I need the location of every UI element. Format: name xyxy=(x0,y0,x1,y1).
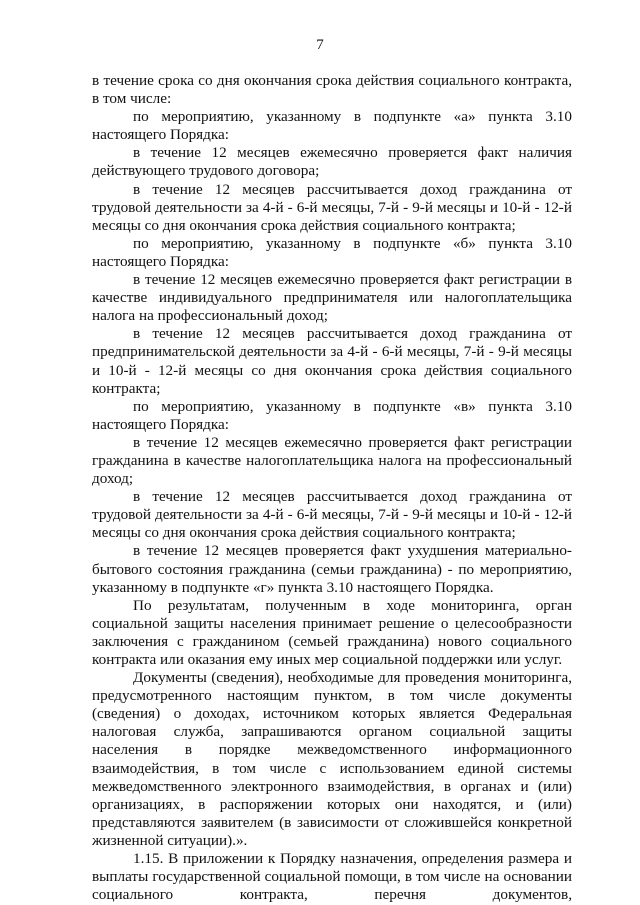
document-body xyxy=(92,72,572,904)
paragraph-10: в течение 12 месяцев рассчитывается доход гражданина от трудовой деятельности за 4-й - 6-й месяцы, 7-й - 9-й месяцы и 10-й - 12-й месяцы со дня окончания срока действия социального контракта; xyxy=(92,488,572,542)
paragraph-3: в течение 12 месяцев ежемесячно проверяется факт наличия действующего трудового договора; xyxy=(92,144,572,180)
paragraph-13: Документы (сведения), необходимые для проведения мониторинга, предусмотренного настоящим пунктом, в том числе документы (сведения) о доходах, источником которых является Федеральная налоговая служба, запрашиваются органом социальной защиты населения в порядке межведомственного информационного взаимодействия, в том числе с использованием единой системы межведомственного электронного взаимодействия, в органах и (или) организациях, в распоряжении которых они находятся, и (или) представляются заявителем (в зависимости от сложившейся конкретной жизненной ситуации).». xyxy=(92,669,572,849)
paragraph-8: по мероприятию, указанному в подпункте «в» пункта 3.10 настоящего Порядка: xyxy=(92,397,572,433)
paragraph-4: в течение 12 месяцев рассчитывается доход гражданина от трудовой деятельности за 4-й - 6-й месяцы, 7-й - 9-й месяцы и 10-й - 12-й месяцы со дня окончания срока действия социального контракта; xyxy=(92,180,572,234)
paragraph-7: в течение 12 месяцев рассчитывается доход гражданина от предпринимательской деятельности за 4-й - 6-й месяцы, 7-й - 9-й месяцы и 10-й - 12-й месяцы со дня окончания срока действия социального контракта; xyxy=(92,325,572,397)
paragraph-12: По результатам, полученным в ходе мониторинга, орган социальной защиты населения принимает решение о целесообразности заключения с гражданином (семьей гражданина) нового социального контракта или оказания ему иных мер социальной поддержки или услуг. xyxy=(92,596,572,668)
paragraph-2: по мероприятию, указанному в подпункте «а» пункта 3.10 настоящего Порядка: xyxy=(92,108,572,144)
paragraph-5: по мероприятию, указанному в подпункте «б» пункта 3.10 настоящего Порядка: xyxy=(92,234,572,270)
paragraph-1: в течение срока со дня окончания срока действия социального контракта, в том числе: xyxy=(92,72,572,108)
page-number: 7 xyxy=(316,37,324,53)
paragraph-9: в течение 12 месяцев ежемесячно проверяется факт регистрации гражданина в качестве налогоплательщика налога на профессиональный доход; xyxy=(92,433,572,488)
paragraph-11: в течение 12 месяцев проверяется факт ухудшения материально-бытового состояния гражданина (семьи гражданина) - по мероприятию, указанному в подпункте «г» пункта 3.10 настоящего Порядка. xyxy=(92,542,572,596)
paragraph-6: в течение 12 месяцев ежемесячно проверяется факт регистрации в качестве индивидуального предпринимателя или налогоплательщика налога на профессиональный доход; xyxy=(92,271,572,325)
paragraph-14: 1.15. В приложении к Порядку назначения, определения размера и выплаты государственной социальной помощи, в том числе на основании социального контракта, перечня документов, xyxy=(92,850,572,904)
